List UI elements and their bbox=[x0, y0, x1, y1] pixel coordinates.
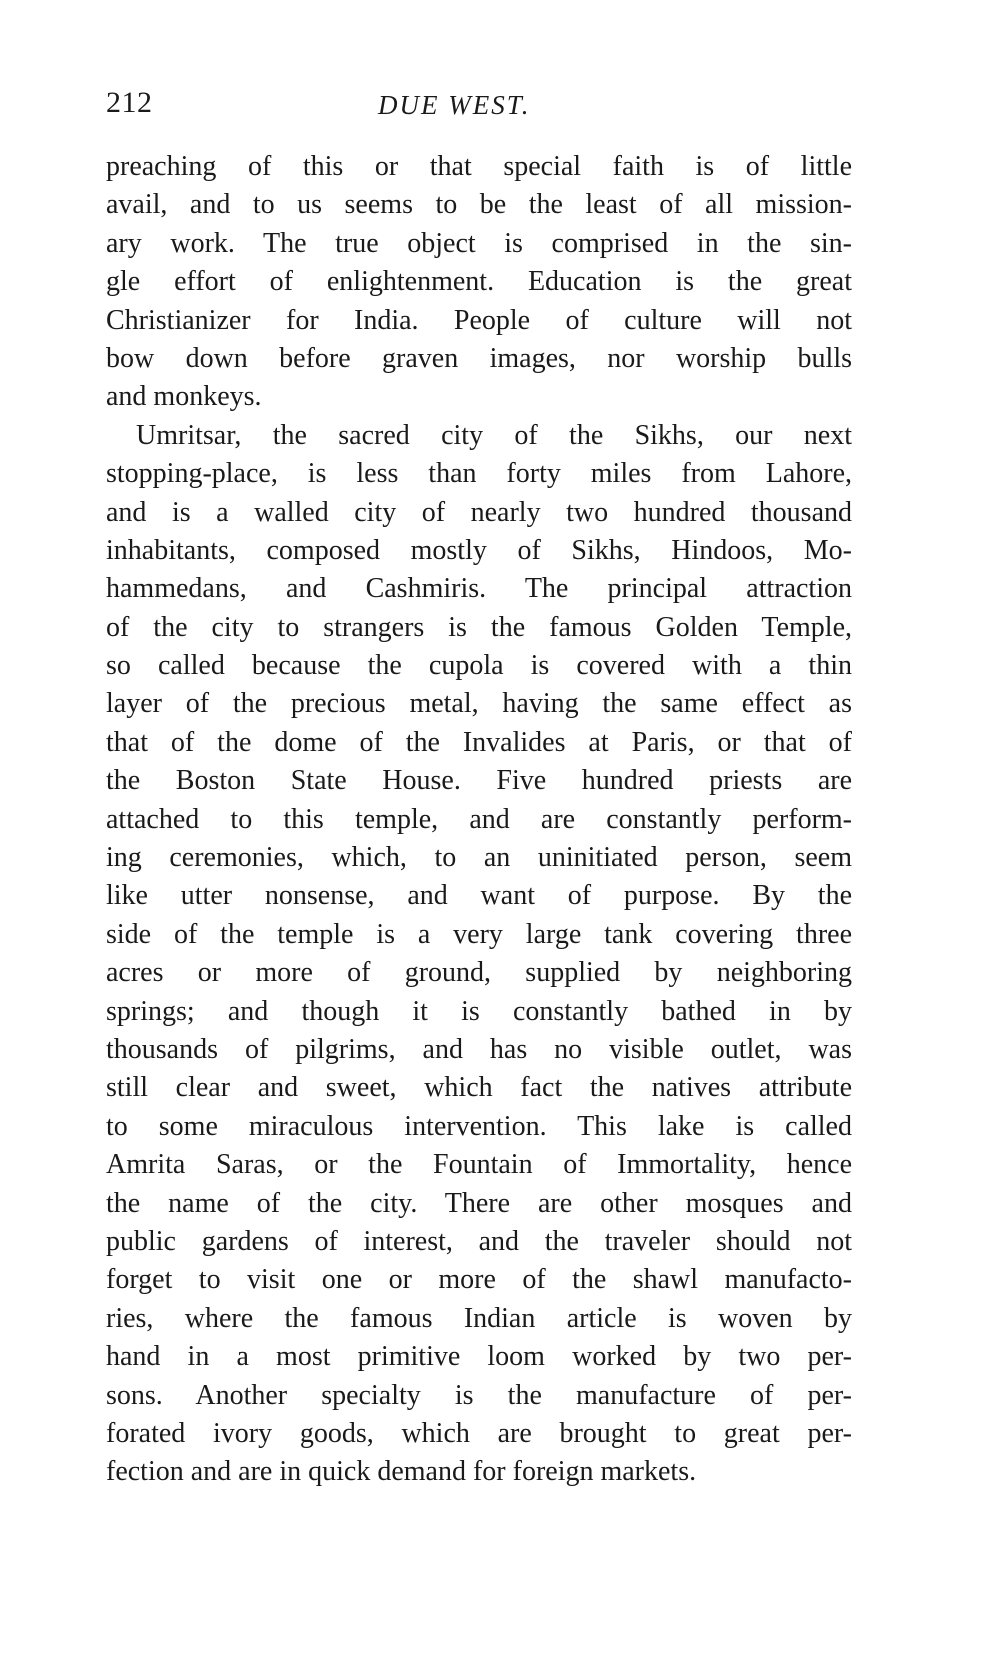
text-line: sons. Another specialty is the manufacture of per- bbox=[106, 1379, 852, 1411]
text-line: inhabitants, composed mostly of Sikhs, Hindoos, Mo- bbox=[106, 534, 852, 566]
text-line: public gardens of interest, and the traveler should not bbox=[106, 1225, 852, 1257]
text-line: and monkeys. bbox=[106, 381, 262, 413]
text-line: to some miraculous intervention. This lake is called bbox=[106, 1110, 852, 1142]
text-line: bow down before graven images, nor worship bulls bbox=[106, 342, 852, 374]
text-line: of the city to strangers is the famous Golden Temple, bbox=[106, 611, 852, 643]
running-head bbox=[106, 86, 856, 126]
text-line: like utter nonsense, and want of purpose. By the bbox=[106, 880, 852, 912]
text-line: ries, where the famous Indian article is woven by bbox=[106, 1302, 852, 1334]
page-number: 212 bbox=[106, 86, 153, 119]
text-line: thousands of pilgrims, and has no visible outlet, was bbox=[106, 1033, 852, 1065]
text-line: ing ceremonies, which, to an uninitiated person, seem bbox=[106, 842, 852, 874]
paragraph-start-line: Umritsar, the sacred city of the Sikhs, our next bbox=[136, 419, 852, 451]
text-line: Amrita Saras, or the Fountain of Immortality, hence bbox=[106, 1149, 852, 1181]
text-line: the Boston State House. Five hundred priests are bbox=[106, 765, 852, 797]
text-line: springs; and though it is constantly bathed in by bbox=[106, 995, 852, 1027]
text-line: Christianizer for India. People of culture will not bbox=[106, 304, 852, 336]
text-line: forget to visit one or more of the shawl manufacto- bbox=[106, 1264, 852, 1296]
running-title: DUE WEST. bbox=[378, 90, 531, 120]
text-line: the name of the city. There are other mosques and bbox=[106, 1187, 852, 1219]
text-line: gle effort of enlightenment. Education is the great bbox=[106, 266, 852, 298]
text-line: hammedans, and Cashmiris. The principal attraction bbox=[106, 573, 852, 605]
text-line: still clear and sweet, which fact the natives attribute bbox=[106, 1072, 852, 1104]
text-line: so called because the cupola is covered with a thin bbox=[106, 650, 852, 682]
text-line: acres or more of ground, supplied by neighboring bbox=[106, 957, 852, 989]
text-line: fection and are in quick demand for foreign markets. bbox=[106, 1456, 697, 1488]
text-line: forated ivory goods, which are brought to great per- bbox=[106, 1417, 852, 1449]
text-line: hand in a most primitive loom worked by two per- bbox=[106, 1341, 852, 1373]
body-text bbox=[106, 148, 852, 1492]
text-line: stopping-place, is less than forty miles from Lahore, bbox=[106, 458, 852, 490]
text-line: avail, and to us seems to be the least of all mission- bbox=[106, 189, 852, 221]
text-line: side of the temple is a very large tank covering three bbox=[106, 918, 852, 950]
text-line: ary work. The true object is comprised in the sin- bbox=[106, 227, 852, 259]
text-line: layer of the precious metal, having the same effect as bbox=[106, 688, 852, 720]
text-line: and is a walled city of nearly two hundred thousand bbox=[106, 496, 852, 528]
text-line: that of the dome of the Invalides at Paris, or that of bbox=[106, 726, 852, 758]
text-line: attached to this temple, and are constantly perform- bbox=[106, 803, 852, 835]
text-line: preaching of this or that special faith is of little bbox=[106, 151, 852, 182]
